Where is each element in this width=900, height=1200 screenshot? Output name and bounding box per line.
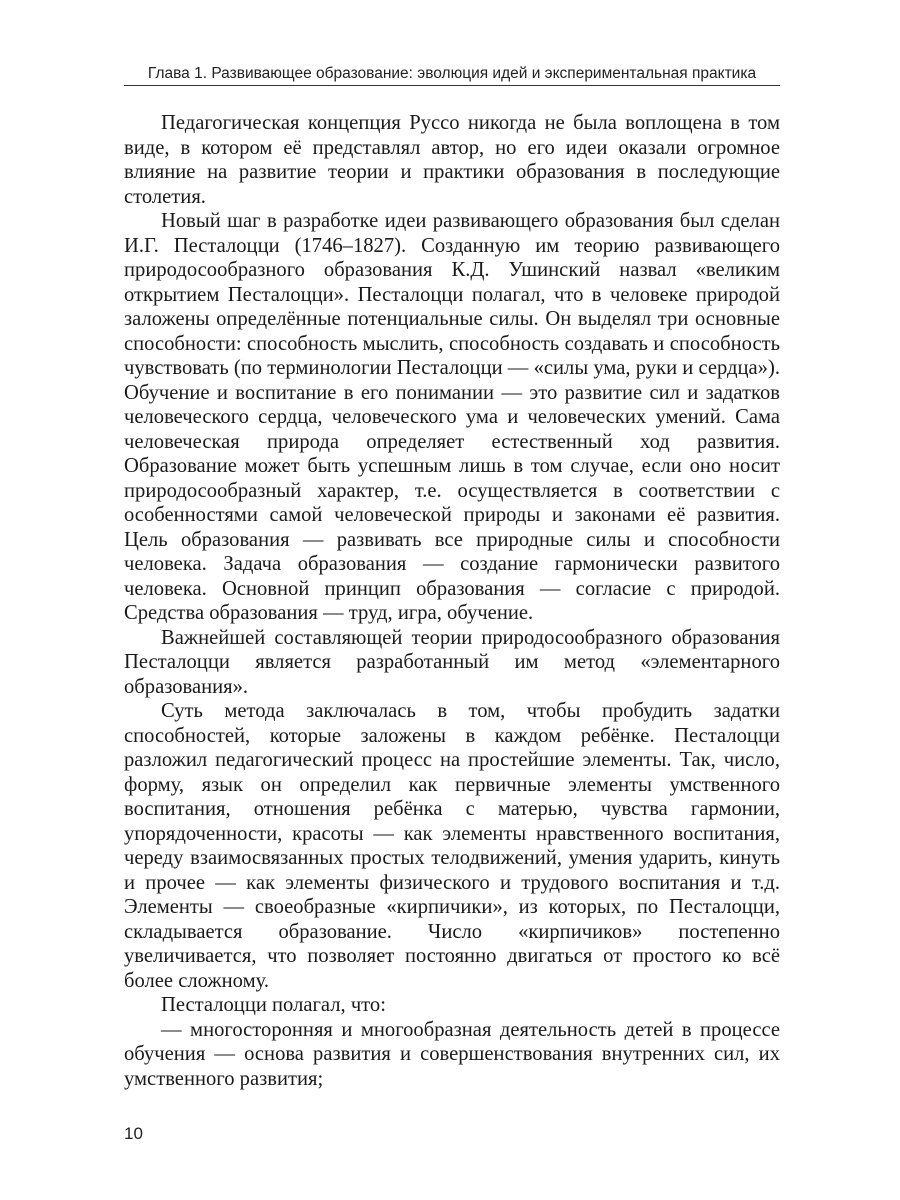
paragraph: Важнейшей составляющей теории природосообразного образования Песталоцци является разработанный им метод «элементарного образования». — [124, 626, 780, 698]
list-item: — многосторонняя и многообразная деятельность детей в процессе обучения — основа развития и совершенствования внутренних сил, их умственного развития; — [124, 1018, 780, 1090]
page-number: 10 — [124, 1124, 143, 1143]
body-text — [124, 111, 780, 1091]
running-head: Глава 1. Развивающее образование: эволюция идей и экспериментальная практика — [147, 65, 757, 82]
paragraph: Песталоцци полагал, что: — [161, 994, 386, 1016]
paragraph: Новый шаг в разработке идеи развивающего образования был сделан И.Г. Песталоцци (1746–1827). Созданную им теорию развивающего природосообразного образования К.Д. Ушинский назвал «великим открытием Песталоцци». Песталоцци полагал, что в человеке природой заложены определённые потенциальные силы. Он выделял три основные способности: способность мыслить, способность создавать и способность чувствовать (по терминологии Песталоцци — «силы ума, руки и сердца»). Обучение и воспитание в его понимании — это развитие сил и задатков человеческого сердца, человеческого ума и человеческих умений. Сама человеческая природа определяет естественный ход развития. Образование может быть успешным лишь в том случае, если оно носит природосообразный характер, т.е. осуществляется в соответствии с особенностями самой человеческой природы и законами её развития. Цель образования — развивать все природные силы и способности человека. Задача образования — создание гармонически развитого человека. Основной принцип образования — согласие с природой. Средства образования — труд, игра, обучение. — [124, 210, 780, 624]
paragraph: Педагогическая концепция Руссо никогда не была воплощена в том виде, в котором её представлял автор, но его идеи оказали огромное влияние на развитие теории и практики образования в последующие столетия. — [124, 112, 780, 208]
paragraph: Суть метода заключалась в том, чтобы пробудить задатки способностей, которые заложены в каждом ребёнке. Песталоцци разложил педагогический процесс на простейшие элементы. Так, число, форму, язык он определил как первичные элементы умственного воспитания, отношения ребёнка с матерью, чувства гармонии, упорядоченности, красоты — как элементы нравственного воспитания, череду взаимосвязанных простых телодвижений, умения ударить, кинуть и прочее — как элементы физического и трудового воспитания и т.д. Элементы — своеобразные «кирпичики», из которых, по Песталоцци, складывается образование. Число «кирпичиков» постепенно увеличивается, что позволяет постоянно двигаться от простого ко всё более сложному. — [124, 700, 780, 992]
header-rule — [124, 85, 780, 86]
